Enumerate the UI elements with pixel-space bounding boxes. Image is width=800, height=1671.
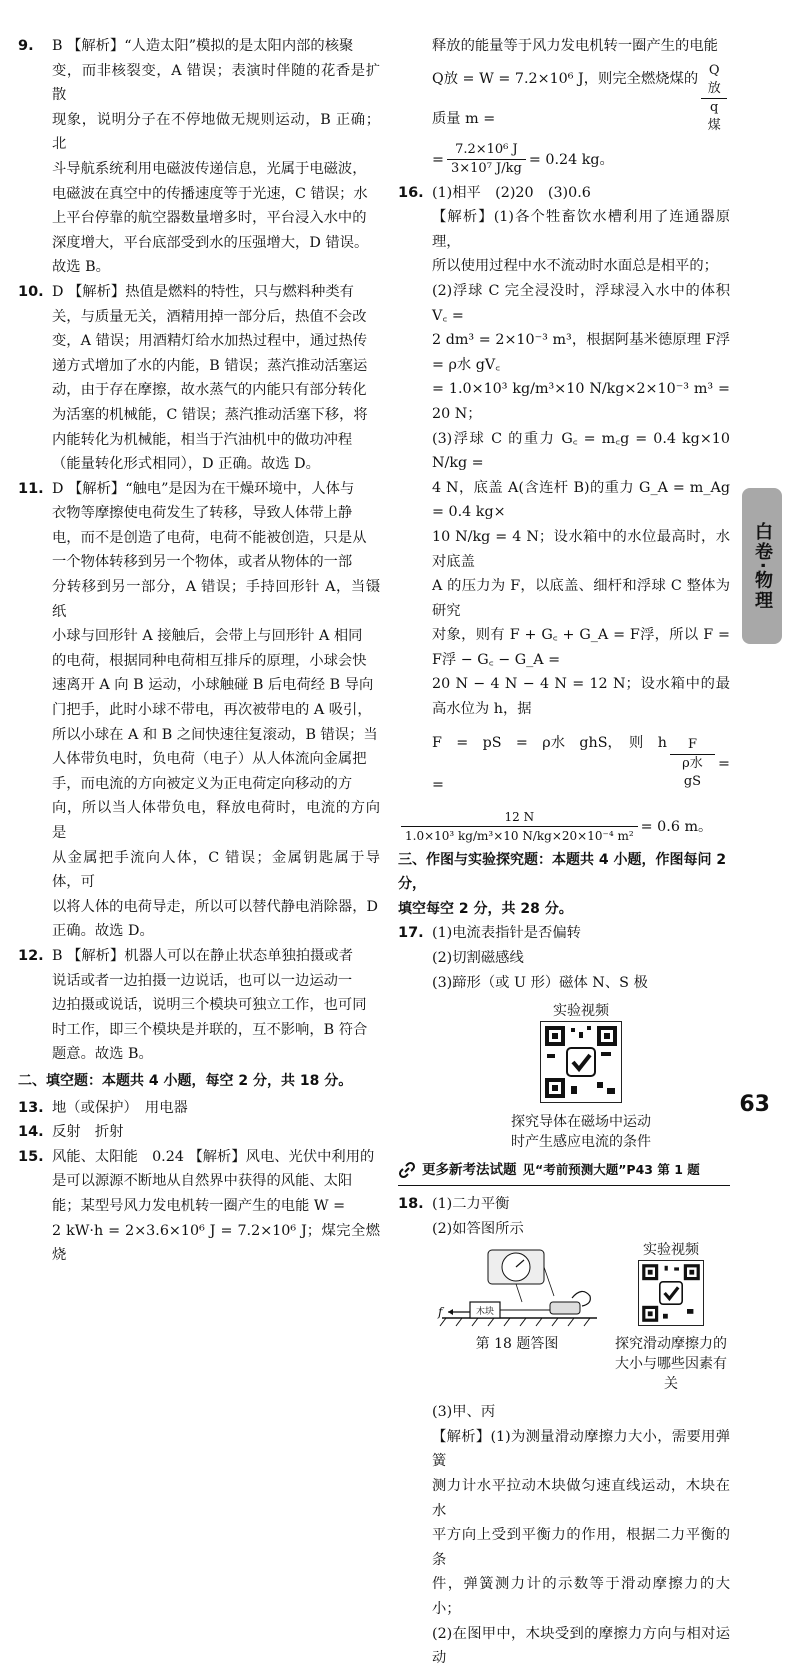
spring-scale-diagram xyxy=(432,1246,602,1334)
more-questions-bar xyxy=(398,1156,730,1187)
answer-line: 动，由于存在摩擦，故水蒸气的内能只有部分转化 xyxy=(52,382,367,399)
answer-line: 向，所以当人体带负电，释放电荷时，电流的方向是 xyxy=(52,800,380,841)
fraction-numerator: Q放 xyxy=(701,62,727,99)
fraction-denominator: q煤 xyxy=(707,100,721,134)
answer-line: 时工作，即三个模块是并联的，互不影响，B 符合 xyxy=(52,1021,368,1038)
fraction xyxy=(447,141,526,178)
answer-line: B 【解析】“人造太阳”模拟的是太阳内部的核聚 xyxy=(52,38,354,54)
answer-line: D 【解析】热值是燃料的特性，只与燃料种类有 xyxy=(52,283,354,300)
qr-label: 实验视频 xyxy=(643,1241,699,1258)
friction-force-label: f xyxy=(438,1304,443,1319)
answer-line: (3)甲、丙 xyxy=(432,1404,496,1421)
answer-line: 上平台停靠的航空器数量增多时，平台浸入水中的 xyxy=(52,210,367,227)
answer-line: 20 N − 4 N − 4 N = 12 N；设水箱中的最高水位为 h，据 xyxy=(432,676,730,718)
formula-text: Q放 = W = 7.2×10⁶ J，则完全燃烧煤的质量 m = xyxy=(432,70,699,127)
qr-code-icon[interactable] xyxy=(638,1260,704,1326)
fraction-numerator: 7.2×10⁶ J xyxy=(447,141,526,160)
answer-line: 人体带负电时，负电荷（电子）从人体流向金属把 xyxy=(52,751,367,768)
answer-line: 测力计水平拉动木块做匀速直线运动，木块在水 xyxy=(432,1477,730,1519)
answer-line: (3)蹄形（或 U 形）磁体 N、S 极 xyxy=(432,974,648,991)
answer-line: 深度增大，平台底部受到水的压强增大，D 错误。 xyxy=(52,234,369,251)
answer-figure-18 xyxy=(432,1246,602,1354)
fraction xyxy=(401,808,638,845)
qr-caption: 探究导体在磁场中运动 xyxy=(511,1113,651,1130)
answer-line: 反射 折射 xyxy=(52,1124,124,1141)
answer-line: 所以小球在 A 和 B 之间快速往复滚动，B 错误；当 xyxy=(52,726,378,743)
fraction-numerator: 12 N xyxy=(401,808,638,827)
answer-line: 释放的能量等于风力发电机转一圈产生的电能 xyxy=(432,38,718,54)
answer-line: 的电荷，根据同种电荷相互排斥的原理，小球会快 xyxy=(52,652,367,669)
formula-text: F = pS = ρ水 ghS， 则 h = xyxy=(432,734,682,793)
more-questions-ref[interactable]: 见“考前预测大题”P43 第 1 题 xyxy=(522,1161,700,1177)
question-number: 18. xyxy=(398,1196,424,1213)
qr-label: 实验视频 xyxy=(553,1003,609,1020)
answer-line: 【解析】(1)为测量滑动摩擦力大小，需要用弹簧 xyxy=(432,1428,730,1470)
answer-line: 【解析】(1)各个牲畜饮水槽利用了连通器原理， xyxy=(432,209,730,250)
answer-line: 递方式增加了水的内能，B 错误；蒸汽推动活塞运 xyxy=(52,357,368,374)
question-18 xyxy=(398,1192,730,1241)
question-number: 14. xyxy=(18,1124,44,1141)
fraction-denominator: ρ水 gS xyxy=(682,756,703,790)
answer-line: 地（或保护） 用电器 xyxy=(52,1099,188,1116)
answer-line: (1)二力平衡 xyxy=(432,1196,510,1213)
answer-line: 变，A 错误；用酒精灯给水加热过程中，通过热传 xyxy=(52,333,368,350)
question-number: 13. xyxy=(18,1099,44,1116)
answer-line: 速离开 A 向 B 运动，小球触碰 B 后电荷经 B 导向 xyxy=(52,677,374,694)
formula-text: = xyxy=(718,755,730,772)
answer-line: 分转移到另一部分，A 错误；手持回形针 A，当镊纸 xyxy=(52,579,380,620)
answer-line: 对象，则有 F + G꜀ + G_A = F浮，所以 F = F浮 − G꜀ − G_A = xyxy=(432,627,730,668)
fraction-numerator: F xyxy=(670,736,715,755)
answer-line: (3)浮球 C 的重力 G꜀ = m꜀g = 0.4 kg×10 N/kg = xyxy=(432,430,730,472)
section-heading-experiment-cont: 填空每空 2 分，共 28 分。 xyxy=(398,900,573,917)
formula-text: = 0.24 kg。 xyxy=(528,151,614,168)
answer-line: 4 N，底盖 A(含连杆 B)的重力 G_A = m_Ag = 0.4 kg× xyxy=(432,479,730,521)
question-number: 9. xyxy=(18,38,34,54)
right-column xyxy=(398,34,730,1671)
question-13 xyxy=(18,1096,380,1121)
question-17 xyxy=(398,921,730,1151)
question-16 xyxy=(398,181,730,848)
answer-line: 是可以源源不断地从自然界中获得的风能、太阳 xyxy=(52,1173,353,1190)
answer-line: 正确。故选 D。 xyxy=(52,923,154,940)
block-label: 木块 xyxy=(475,1306,495,1317)
section-heading-fill-in: 二、填空题：本题共 4 小题，每空 2 分，共 18 分。 xyxy=(18,1072,353,1089)
question-number: 16. xyxy=(398,184,424,201)
answer-line: B 【解析】机器人可以在静止状态单独拍摄或者 xyxy=(52,947,353,964)
question-number: 12. xyxy=(18,947,44,964)
answer-line: (2)如答图所示 xyxy=(432,1221,524,1237)
formula-line xyxy=(398,806,730,848)
answer-line: 为活塞的机械能，C 错误；蒸汽推动活塞下移，将 xyxy=(52,406,368,423)
more-questions-title: 更多新考法试题 xyxy=(422,1161,517,1178)
answer-line: 10 N/kg = 4 N；设水箱中的水位最高时，水对底盖 xyxy=(432,528,730,570)
answer-line: 以将人体的电荷导走，所以可以替代静电消除器，D xyxy=(52,898,378,915)
answer-line: 电磁波在真空中的传播速度等于光速，C 错误；水 xyxy=(52,185,368,202)
question-15 xyxy=(18,1145,380,1268)
question-12 xyxy=(18,944,380,1067)
answer-line: 手，而电流的方向被定义为正电荷定向移动的方 xyxy=(52,775,353,792)
page-number: 63 xyxy=(739,1092,770,1117)
answer-line: 件，弹簧测力计的示数等于滑动摩擦力的大小； xyxy=(432,1576,730,1617)
answer-line: = 1.0×10³ kg/m³×10 N/kg×2×10⁻³ m³ = 20 N； xyxy=(432,381,730,422)
question-number: 15. xyxy=(18,1148,44,1165)
qr-caption: 时产生感应电流的条件 xyxy=(511,1133,651,1150)
question-14 xyxy=(18,1120,380,1145)
answer-line: 小球与回形针 A 接触后，会带上与回形针 A 相同 xyxy=(52,628,363,645)
answer-line: 能；某型号风力发电机转一圈产生的电能 W = xyxy=(52,1197,346,1214)
fraction xyxy=(670,736,715,791)
qr-caption: 大小与哪些因素有关 xyxy=(615,1356,727,1393)
link-icon xyxy=(398,1161,416,1179)
question-number: 11. xyxy=(18,480,44,497)
answer-line: (2)浮球 C 完全浸没时，浮球浸入水中的体积 V꜀ = xyxy=(432,282,730,324)
answer-line: 题意。故选 B。 xyxy=(52,1046,153,1063)
left-column xyxy=(18,34,380,1268)
answer-line: 平方向上受到平衡力的作用，根据二力平衡的条 xyxy=(432,1527,730,1568)
fraction-denominator: 1.0×10³ kg/m³×10 N/kg×20×10⁻⁴ m² xyxy=(405,829,634,844)
qr-code-icon[interactable] xyxy=(540,1021,622,1103)
answer-line: 衣物等摩擦使电荷发生了转移，导致人体带上静 xyxy=(52,505,353,522)
answer-line: （能量转化形式相同），D 正确。故选 D。 xyxy=(52,456,320,473)
answer-line: 从金属把手流向人体，C 错误；金属钥匙属于导体，可 xyxy=(52,849,380,891)
subject-side-tab: 白卷·物理 xyxy=(742,488,782,644)
question-11 xyxy=(18,477,380,944)
answer-line: 边拍摄或说话，说明三个模块可独立工作，也可同 xyxy=(52,997,367,1014)
answer-line: 2 dm³ = 2×10⁻³ m³，根据阿基米德原理 F浮 = ρ水 gV꜀ xyxy=(432,332,730,373)
answer-line: 门把手，此时小球不带电，再次被带电的 A 吸引， xyxy=(52,702,372,719)
answer-line: D 【解析】“触电”是因为在干燥环境中，人体与 xyxy=(52,480,355,497)
formula-text: = 0.6 m。 xyxy=(640,818,713,835)
answer-line: 内能转化为机械能，相当于汽油机中的做功冲程 xyxy=(52,431,353,448)
experiment-video-qr-2[interactable] xyxy=(612,1240,730,1395)
formula-line: = $\frac{\text{7.2×10⁶ J}}{\text{3×10⁷ J/kg}}$ = 0.24 kg。 xyxy=(398,139,730,181)
answer-line: (1)电流表指针是否偏转 xyxy=(432,925,581,942)
answer-line: 关，与质量无关，酒精用掉一部分后，热值不会改 xyxy=(52,308,367,325)
answer-line: 斗导航系统利用电磁波传递信息，光属于电磁波， xyxy=(52,160,367,177)
answer-line: 变，而非核裂变，A 错误；表演时伴随的花香是扩散 xyxy=(52,62,380,104)
answer-line: 一个物体转移到另一个物体，或者从物体的一部 xyxy=(52,554,353,571)
answer-line: 2 kW·h = 2×3.6×10⁶ J = 7.2×10⁶ J；煤完全燃烧 xyxy=(52,1222,380,1264)
answer-line: A 的压力为 F，以底盖、细杆和浮球 C 整体为研究 xyxy=(432,578,730,619)
question-number: 10. xyxy=(18,283,44,300)
answer-line: 电，而不是创造了电荷，电荷不能被创造，只是从 xyxy=(52,529,367,546)
formula-line xyxy=(398,59,730,139)
figure-caption: 第 18 题答图 xyxy=(475,1335,559,1352)
answer-line: 故选 B。 xyxy=(52,259,110,276)
qr-caption: 探究滑动摩擦力的 xyxy=(615,1336,727,1353)
answer-line: 说话或者一边拍摄一边说话，也可以一边运动一 xyxy=(52,972,353,989)
question-10 xyxy=(18,280,380,477)
answer-line: 现象，说明分子在不停地做无规则运动，B 正确；北 xyxy=(52,111,380,153)
fraction xyxy=(701,62,727,135)
answer-line: (2)切割磁感线 xyxy=(432,950,524,967)
question-9 xyxy=(18,34,380,280)
answer-line: 风能、太阳能 0.24 【解析】风电、光伏中利用的 xyxy=(52,1148,375,1165)
answer-line: (2)在图甲中，木块受到的摩擦力方向与相对运动 xyxy=(432,1625,730,1667)
formula-line xyxy=(432,722,730,806)
answer-summary: (1)相平 (2)20 (3)0.6 xyxy=(432,184,591,201)
figure-row xyxy=(432,1241,730,1399)
fraction-denominator: 3×10⁷ J/kg xyxy=(450,161,522,177)
answer-line: 所以使用过程中水不流动时水面总是相平的； xyxy=(432,258,718,275)
experiment-video-qr[interactable] xyxy=(432,1001,730,1152)
question-number: 17. xyxy=(398,925,424,942)
section-heading-experiment: 三、作图与实验探究题：本题共 4 小题，作图每问 2 分， xyxy=(398,851,727,893)
